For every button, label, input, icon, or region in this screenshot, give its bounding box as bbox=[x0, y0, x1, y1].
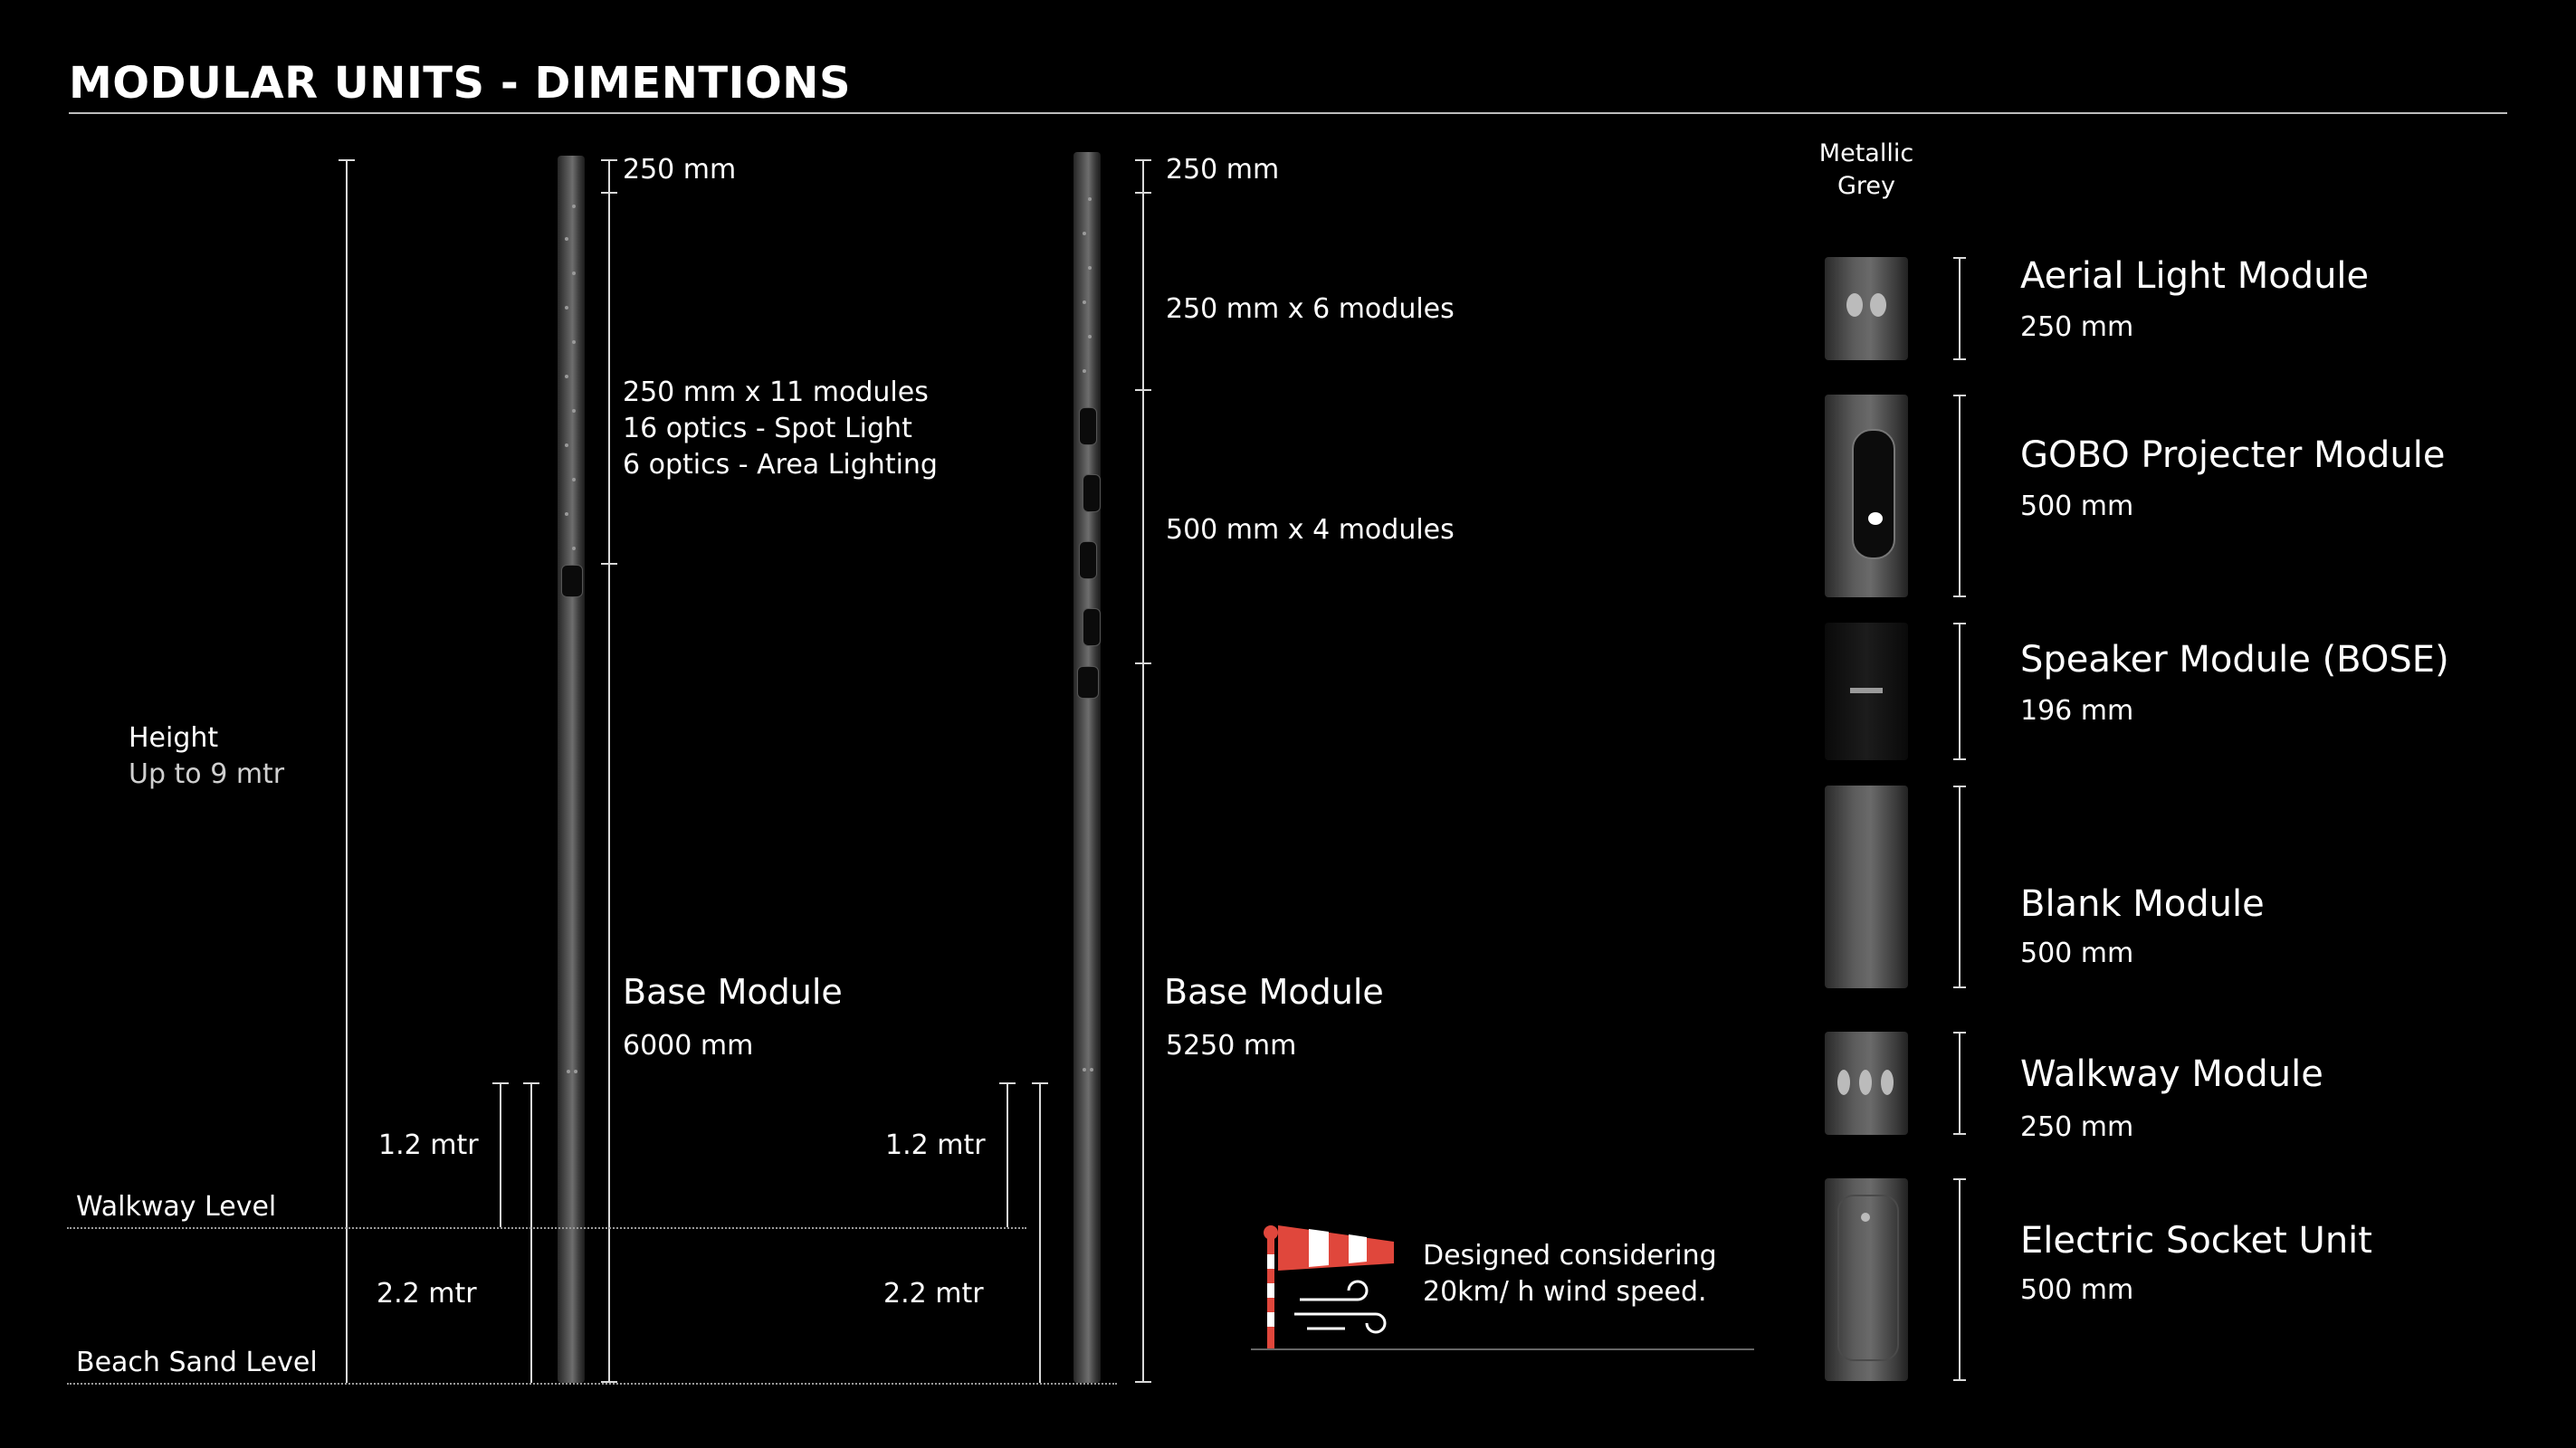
aerial-light-module-image bbox=[1825, 257, 1908, 360]
walkway-size-cap bbox=[1953, 1133, 1966, 1135]
walkway-size-line bbox=[1959, 1032, 1961, 1135]
left-lower-offset: 2.2 mtr bbox=[377, 1278, 477, 1310]
left-top-module: 250 mm bbox=[623, 154, 737, 186]
page-title: MODULAR UNITS - DIMENTIONS bbox=[69, 58, 852, 109]
middle-upper-offset: 1.2 mtr bbox=[885, 1129, 986, 1161]
left-dim-tick bbox=[601, 192, 617, 194]
socket-module-size: 500 mm bbox=[2020, 1274, 2134, 1306]
windsock-icon bbox=[1258, 1218, 1403, 1350]
optic-dot bbox=[565, 306, 568, 310]
gobo-slot bbox=[1083, 608, 1101, 646]
walkway-optic-icon bbox=[1859, 1070, 1872, 1095]
left-lower-offset-line bbox=[530, 1082, 532, 1383]
optic-dot bbox=[572, 272, 576, 275]
aerial-optic-icon bbox=[1870, 293, 1886, 317]
speaker-slot bbox=[561, 565, 583, 597]
overall-height-cap-top bbox=[339, 159, 355, 161]
middle-top-module: 250 mm bbox=[1166, 154, 1280, 186]
middle-dim-tick bbox=[1135, 1381, 1151, 1383]
optic-dot bbox=[1083, 369, 1086, 373]
left-upper-offset-cap bbox=[492, 1082, 509, 1084]
middle-dim-line bbox=[1142, 159, 1144, 1383]
walkway-dot bbox=[1083, 1068, 1086, 1072]
optic-dot bbox=[572, 547, 576, 550]
beach-level-label: Beach Sand Level bbox=[76, 1347, 318, 1378]
optic-dot bbox=[565, 237, 568, 241]
walkway-optic-icon bbox=[1837, 1070, 1850, 1095]
socket-icon bbox=[1861, 1213, 1870, 1222]
optic-dot bbox=[572, 205, 576, 208]
aerial-optic-icon bbox=[1846, 293, 1863, 317]
optic-dot bbox=[565, 512, 568, 516]
gobo-slot bbox=[1079, 541, 1097, 579]
aerial-module-name: Aerial Light Module bbox=[2020, 255, 2370, 297]
blank-module-image bbox=[1825, 786, 1908, 988]
blank-size-cap bbox=[1953, 986, 1966, 988]
middle-dim-tick bbox=[1135, 159, 1151, 161]
left-modules-line3: 6 optics - Area Lighting bbox=[623, 449, 938, 481]
left-lower-offset-cap bbox=[523, 1082, 539, 1084]
gobo-module-size: 500 mm bbox=[2020, 491, 2134, 522]
socket-size-line bbox=[1959, 1178, 1961, 1381]
left-upper-offset-line bbox=[500, 1082, 501, 1227]
middle-modules-a: 250 mm x 6 modules bbox=[1166, 293, 1455, 325]
finish-label: Metallic Grey bbox=[1818, 139, 1914, 200]
left-upper-offset: 1.2 mtr bbox=[378, 1129, 479, 1161]
optic-dot bbox=[1088, 197, 1092, 201]
left-modules-line2: 16 optics - Spot Light bbox=[623, 413, 912, 444]
left-base-label: Base Module bbox=[623, 972, 843, 1012]
optic-dot bbox=[1088, 335, 1092, 338]
blank-module-size: 500 mm bbox=[2020, 938, 2134, 969]
middle-lower-offset-line bbox=[1039, 1082, 1041, 1383]
blank-size-line bbox=[1959, 786, 1961, 988]
gobo-slot bbox=[1079, 407, 1097, 445]
optic-dot bbox=[572, 340, 576, 344]
walkway-size-cap bbox=[1953, 1032, 1966, 1034]
optic-dot bbox=[565, 443, 568, 447]
overall-height-line bbox=[346, 159, 348, 1383]
middle-base-label: Base Module bbox=[1164, 972, 1384, 1012]
wind-note-underline bbox=[1251, 1348, 1754, 1350]
optic-dot bbox=[565, 375, 568, 378]
aerial-size-cap bbox=[1953, 358, 1966, 360]
wind-note-line1: Designed considering bbox=[1423, 1240, 1717, 1272]
walkway-optic-icon bbox=[1881, 1070, 1894, 1095]
gobo-size-line bbox=[1959, 395, 1961, 597]
left-base-value: 6000 mm bbox=[623, 1030, 754, 1062]
speaker-size-cap bbox=[1953, 758, 1966, 760]
optic-dot bbox=[572, 409, 576, 413]
speaker-size-cap bbox=[1953, 623, 1966, 624]
blank-size-cap bbox=[1953, 786, 1966, 787]
beach-level-line bbox=[67, 1383, 1117, 1385]
middle-lower-offset-cap bbox=[1032, 1082, 1048, 1084]
bose-logo-icon bbox=[1850, 688, 1883, 693]
pole-left bbox=[558, 156, 585, 1383]
left-dim-tick bbox=[601, 563, 617, 565]
height-value: Up to 9 mtr bbox=[129, 758, 285, 790]
gobo-slot bbox=[1083, 474, 1101, 512]
optic-dot bbox=[1088, 266, 1092, 270]
walkway-module-size: 250 mm bbox=[2020, 1111, 2134, 1143]
speaker-module-size: 196 mm bbox=[2020, 695, 2134, 727]
middle-lower-offset: 2.2 mtr bbox=[883, 1278, 984, 1310]
gobo-lens-highlight bbox=[1868, 512, 1883, 525]
middle-dim-tick bbox=[1135, 662, 1151, 664]
socket-size-cap bbox=[1953, 1379, 1966, 1381]
gobo-size-cap bbox=[1953, 595, 1966, 597]
middle-upper-offset-line bbox=[1007, 1082, 1008, 1227]
speaker-slot bbox=[1077, 666, 1099, 699]
speaker-module-name: Speaker Module (BOSE) bbox=[2020, 639, 2449, 681]
aerial-module-size: 250 mm bbox=[2020, 311, 2134, 343]
left-dim-line bbox=[608, 159, 610, 1383]
optic-dot bbox=[572, 478, 576, 481]
gobo-lens-icon bbox=[1852, 429, 1895, 559]
socket-module-name: Electric Socket Unit bbox=[2020, 1220, 2372, 1262]
optic-dot bbox=[1083, 232, 1086, 235]
optic-dot bbox=[1083, 300, 1086, 304]
aerial-size-cap bbox=[1953, 257, 1966, 259]
middle-upper-offset-cap bbox=[999, 1082, 1016, 1084]
wind-note-line2: 20km/ h wind speed. bbox=[1423, 1276, 1707, 1308]
pole-middle bbox=[1073, 152, 1101, 1383]
middle-modules-b: 500 mm x 4 modules bbox=[1166, 514, 1455, 546]
walkway-dot bbox=[567, 1070, 570, 1073]
aerial-size-line bbox=[1959, 257, 1961, 360]
speaker-size-line bbox=[1959, 623, 1961, 760]
walkway-dot bbox=[574, 1070, 577, 1073]
walkway-level-line bbox=[67, 1227, 1026, 1229]
walkway-dot bbox=[1090, 1068, 1093, 1072]
walkway-module-name: Walkway Module bbox=[2020, 1053, 2323, 1095]
gobo-size-cap bbox=[1953, 395, 1966, 396]
middle-base-value: 5250 mm bbox=[1166, 1030, 1297, 1062]
middle-dim-tick bbox=[1135, 192, 1151, 194]
blank-module-name: Blank Module bbox=[2020, 883, 2265, 925]
socket-size-cap bbox=[1953, 1178, 1966, 1180]
height-label: Height bbox=[129, 722, 219, 754]
left-dim-tick bbox=[601, 159, 617, 161]
middle-dim-tick bbox=[1135, 389, 1151, 391]
gobo-module-name: GOBO Projecter Module bbox=[2020, 434, 2446, 476]
title-divider bbox=[69, 112, 2507, 114]
left-modules-line1: 250 mm x 11 modules bbox=[623, 376, 929, 408]
walkway-level-label: Walkway Level bbox=[76, 1191, 277, 1223]
